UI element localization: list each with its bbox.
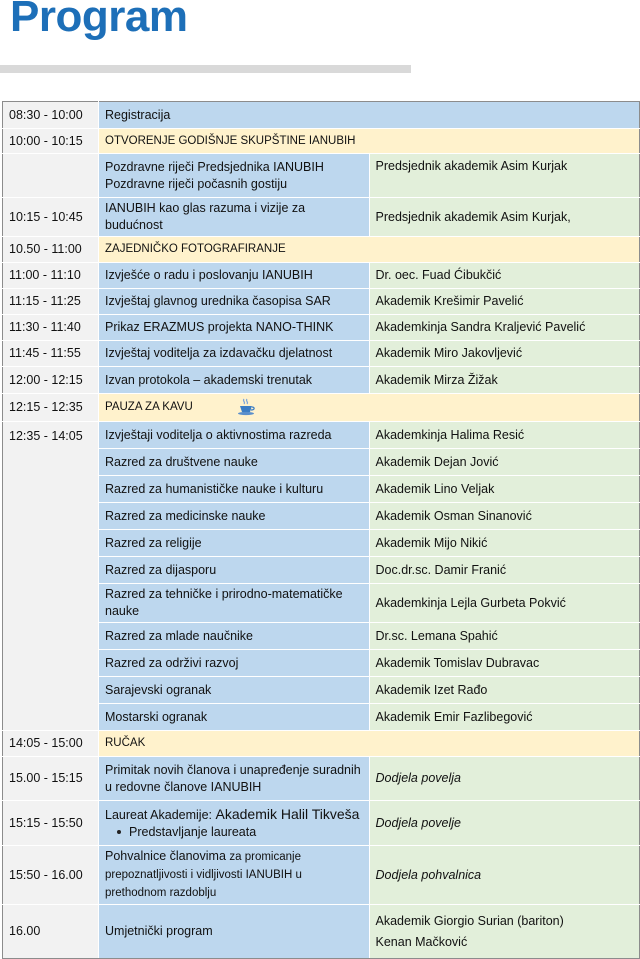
time-cell: 08:30 - 10:00 bbox=[3, 102, 99, 129]
event-cell: Razred za religije bbox=[99, 530, 370, 557]
table-row bbox=[3, 263, 640, 289]
event-cell bbox=[99, 154, 370, 198]
section-heading: RUČAK bbox=[99, 731, 640, 757]
table-row bbox=[3, 650, 640, 677]
event-cell: Registracija bbox=[99, 102, 640, 129]
event-cell: Mostarski ogranak bbox=[99, 704, 370, 731]
coffee-cup-icon bbox=[236, 398, 256, 416]
event-cell: Razred za mlade naučnike bbox=[99, 623, 370, 650]
table-row bbox=[3, 801, 640, 846]
event-rest: za promicanje prepoznatljivosti i vidljivosti IANUBIH u prethodnom razdoblju bbox=[105, 851, 302, 899]
program-table bbox=[2, 101, 640, 959]
event-prefix: Pohvalnice članovima bbox=[105, 849, 226, 863]
table-row bbox=[3, 341, 640, 367]
table-row bbox=[3, 289, 640, 315]
event-cell: Primitak novih članova i unapređenje suradnih u redovne članove IANUBIH bbox=[99, 757, 370, 801]
speaker-cell: Akademik Krešimir Pavelić bbox=[369, 289, 640, 315]
speaker-line: Akademik Giorgio Surian (bariton) bbox=[375, 913, 564, 928]
table-row bbox=[3, 422, 640, 449]
event-cell: Razred za dijasporu bbox=[99, 557, 370, 584]
event-cell: Izvještaj glavnog urednika časopisa SAR bbox=[99, 289, 370, 315]
table-row bbox=[3, 557, 640, 584]
table-row bbox=[3, 584, 640, 623]
section-heading-label: PAUZA ZA KAVU bbox=[105, 401, 193, 414]
time-cell bbox=[3, 154, 99, 198]
time-cell: 11:30 - 11:40 bbox=[3, 315, 99, 341]
time-cell: 16.00 bbox=[3, 905, 99, 959]
speaker-cell: Dodjela povelje bbox=[369, 801, 640, 846]
event-cell bbox=[99, 801, 370, 846]
speaker-cell: Akademik Tomislav Dubravac bbox=[369, 650, 640, 677]
time-cell: 14:05 - 15:00 bbox=[3, 731, 99, 757]
time-cell: 12:15 - 12:35 bbox=[3, 394, 99, 422]
table-row bbox=[3, 623, 640, 650]
time-cell: 11:15 - 11:25 bbox=[3, 289, 99, 315]
speaker-line: Kenan Mačković bbox=[375, 934, 468, 949]
speaker-cell bbox=[369, 905, 640, 959]
speaker-cell: Predsjednik akademik Asim Kurjak, bbox=[369, 198, 640, 237]
speaker-cell: Akademik Mirza Žižak bbox=[369, 367, 640, 394]
table-row bbox=[3, 757, 640, 801]
bullet-text: Predstavljanje laureata bbox=[129, 824, 257, 839]
table-row bbox=[3, 476, 640, 503]
page-title: Program bbox=[10, 0, 188, 41]
time-cell: 10.50 - 11:00 bbox=[3, 237, 99, 263]
event-prefix: Laureat Akademije: bbox=[105, 807, 213, 822]
event-cell: Razred za održivi razvoj bbox=[99, 650, 370, 677]
time-cell: 11:00 - 11:10 bbox=[3, 263, 99, 289]
table-row bbox=[3, 154, 640, 198]
event-cell: IANUBIH kao glas razuma i vizije za budućnost bbox=[99, 198, 370, 237]
speaker-cell: Akademik Mijo Nikić bbox=[369, 530, 640, 557]
speaker-cell: Dr.sc. Lemana Spahić bbox=[369, 623, 640, 650]
event-cell: Umjetnički program bbox=[99, 905, 370, 959]
event-cell: Izvješće o radu i poslovanju IANUBIH bbox=[99, 263, 370, 289]
speaker-cell: Akademkinja Sandra Kraljević Pavelić bbox=[369, 315, 640, 341]
table-row bbox=[3, 315, 640, 341]
speaker-cell: Akademik Lino Veljak bbox=[369, 476, 640, 503]
table-row bbox=[3, 905, 640, 959]
speaker-cell: Akademkinja Halima Resić bbox=[369, 422, 640, 449]
table-row bbox=[3, 367, 640, 394]
table-row bbox=[3, 394, 640, 422]
time-cell: 15:50 - 16.00 bbox=[3, 846, 99, 905]
speaker-cell: Akademik Izet Rađo bbox=[369, 677, 640, 704]
table-row bbox=[3, 731, 640, 757]
event-cell: Razred za medicinske nauke bbox=[99, 503, 370, 530]
time-cell: 10:15 - 10:45 bbox=[3, 198, 99, 237]
table-row bbox=[3, 846, 640, 905]
speaker-cell: Akademik Dejan Jović bbox=[369, 449, 640, 476]
speaker-cell: Akademkinja Lejla Gurbeta Pokvić bbox=[369, 584, 640, 623]
event-cell: Razred za humanističke nauke i kulturu bbox=[99, 476, 370, 503]
time-cell: 12:00 - 12:15 bbox=[3, 367, 99, 394]
speaker-cell: Akademik Osman Sinanović bbox=[369, 503, 640, 530]
laureate-name: Akademik Halil Tikveša bbox=[215, 805, 360, 822]
title-divider bbox=[0, 65, 411, 73]
event-cell: Prikaz ERAZMUS projekta NANO-THINK bbox=[99, 315, 370, 341]
table-row bbox=[3, 237, 640, 263]
event-cell: Izvještaji voditelja o aktivnostima razreda bbox=[99, 422, 370, 449]
speaker-cell: Akademik Miro Jakovljević bbox=[369, 341, 640, 367]
section-heading: OTVORENJE GODIŠNJE SKUPŠTINE IANUBIH bbox=[99, 129, 640, 154]
table-row bbox=[3, 102, 640, 129]
time-cell: 12:35 - 14:05 bbox=[3, 422, 99, 731]
event-line: Pozdravne riječi Predsjednika IANUBIH bbox=[105, 159, 324, 174]
event-cell: Razred za tehničke i prirodno-matematičke nauke bbox=[99, 584, 370, 623]
speaker-cell: Predsjednik akademik Asim Kurjak bbox=[369, 154, 640, 198]
table-row bbox=[3, 449, 640, 476]
event-cell: Razred za društvene nauke bbox=[99, 449, 370, 476]
speaker-cell: Dr. oec. Fuad Ćibukčić bbox=[369, 263, 640, 289]
speaker-cell: Doc.dr.sc. Damir Franić bbox=[369, 557, 640, 584]
time-cell: 10:00 - 10:15 bbox=[3, 129, 99, 154]
table-row bbox=[3, 530, 640, 557]
event-cell bbox=[99, 846, 370, 905]
time-cell: 11:45 - 11:55 bbox=[3, 341, 99, 367]
time-cell: 15.00 - 15:15 bbox=[3, 757, 99, 801]
table-row bbox=[3, 129, 640, 154]
event-line: Pozdravne riječi počasnih gostiju bbox=[105, 176, 288, 191]
event-cell: Izvan protokola – akademski trenutak bbox=[99, 367, 370, 394]
speaker-cell: Dodjela povelja bbox=[369, 757, 640, 801]
event-cell: Sarajevski ogranak bbox=[99, 677, 370, 704]
bullet-icon bbox=[117, 830, 121, 834]
table-row bbox=[3, 198, 640, 237]
time-cell: 15:15 - 15:50 bbox=[3, 801, 99, 846]
table-row bbox=[3, 503, 640, 530]
event-cell: Izvještaj voditelja za izdavačku djelatnost bbox=[99, 341, 370, 367]
speaker-cell: Dodjela pohvalnica bbox=[369, 846, 640, 905]
table-row bbox=[3, 677, 640, 704]
section-heading bbox=[99, 394, 640, 422]
table-row bbox=[3, 704, 640, 731]
section-heading: ZAJEDNIČKO FOTOGRAFIRANJE bbox=[99, 237, 640, 263]
speaker-cell: Akademik Emir Fazlibegović bbox=[369, 704, 640, 731]
